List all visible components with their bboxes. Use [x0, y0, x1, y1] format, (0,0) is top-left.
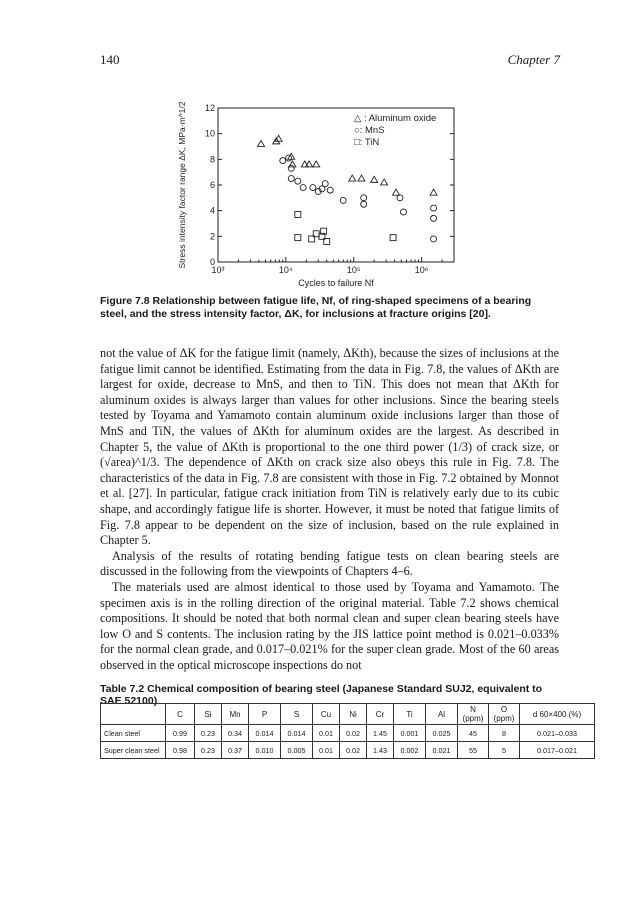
data-point-mns	[431, 205, 437, 211]
table-caption: Table 7.2 Chemical composition of bearing steel (Japanese Standard SUJ2, equivalent to SAE 52100)	[100, 683, 543, 707]
data-point-aluminum-oxide	[313, 161, 320, 167]
paragraph-2: Analysis of the results of rotating bending fatigue tests on clean bearing steels are discussed in the following from the viewpoints of Chapters 4–6.	[100, 548, 559, 579]
legend-entry: ○: MnS	[354, 125, 385, 136]
table-cell: 55	[458, 742, 489, 759]
table-cell: 45	[458, 725, 489, 742]
table-cell: 8	[489, 725, 520, 742]
table-cell: 0.34	[222, 725, 249, 742]
table-cell: 0.98	[166, 742, 195, 759]
x-tick-label: 10⁴	[278, 265, 293, 275]
composition-table	[100, 703, 595, 759]
legend-entry: □: TiN	[354, 137, 380, 148]
table-cell: 0.014	[249, 725, 281, 742]
table-cell: 0.002	[394, 742, 426, 759]
scatter-chart	[172, 102, 472, 292]
table-cell: 0.02	[340, 725, 367, 742]
figure-caption-label: Figure 7.8	[100, 295, 150, 307]
header-cell: Ni	[340, 704, 367, 725]
table-cell: 0.010	[249, 742, 281, 759]
running-header-chapter: Chapter 7	[507, 52, 560, 67]
table-cell: 0.025	[426, 725, 458, 742]
table-cell: 0.02	[340, 742, 367, 759]
table-row	[101, 742, 595, 759]
header-cell: Mn	[222, 704, 249, 725]
y-tick-label: 12	[204, 103, 215, 113]
header-cell	[101, 704, 166, 725]
y-tick-label: 0	[209, 257, 215, 267]
table-cell: 0.01	[313, 725, 340, 742]
table-cell: 0.005	[281, 742, 313, 759]
data-point-mns	[310, 185, 316, 191]
data-point-aluminum-oxide	[381, 179, 388, 185]
header-cell: Al	[426, 704, 458, 725]
paragraph-1: not the value of ΔK for the fatigue limit (namely, ΔKth), because the sizes of inclusions at the fatigue limit cannot be identified. Estimating from the data in Fig. 7.8, the values of ΔKth are largest for oxide, decrease to MnS, and then to TiN. This does not mean that ΔKth for aluminum oxides is always larger than values for other inclusions. Since the bearing steels tested by Toyama and Yamamoto contain aluminum oxide inclusions larger than those of MnS and TiN, the values of ΔKth for aluminum oxides are the largest. As described in Chapter 5, the value of ΔKth is proportional to the one third power (1/3) of crack size, or (√area)^1/3. The dependence of ΔKth on crack size also obeys this rule in Fig. 7.8. The characteristics of the data in Fig. 7.8 are consistent with those in Fig. 7.2 obtained by Monnot et al. [27]. In particular, fatigue crack initiation from TiN is relatively early due to its cubic shape, and accordingly fatigue life is shorter. However, it must be noted that fatigue limits of Fig. 7.8 appear to be dependent on the size of inclusion, based on the rule explained in Chapter 5.	[100, 346, 559, 548]
table-cell: 0.37	[222, 742, 249, 759]
data-point-mns	[361, 201, 367, 207]
figure-7-8	[172, 102, 472, 292]
header-cell: Cr	[367, 704, 394, 725]
table-cell: 5	[489, 742, 520, 759]
data-point-aluminum-oxide	[430, 189, 437, 195]
page-number: 140	[100, 52, 120, 67]
body-text	[100, 346, 559, 673]
data-point-mns	[361, 195, 367, 201]
figure-caption	[100, 295, 560, 321]
table-header-row	[101, 704, 595, 725]
table-cell: Super clean steel	[101, 742, 166, 759]
header-cell: C	[166, 704, 195, 725]
header-cell: Si	[195, 704, 222, 725]
data-point-tin	[295, 212, 301, 218]
table-cell: Clean steel	[101, 725, 166, 742]
data-point-mns	[400, 209, 406, 215]
y-tick-label: 4	[209, 205, 215, 216]
header-cell: N (ppm)	[458, 704, 489, 725]
plot-frame	[218, 108, 454, 262]
table-cell: 0.014	[281, 725, 313, 742]
y-tick-label: 2	[209, 231, 215, 242]
data-point-mns	[280, 158, 286, 164]
table-cell: 0.23	[195, 725, 222, 742]
data-point-mns	[431, 236, 437, 242]
x-tick-label: 10³	[211, 265, 225, 275]
data-point-mns	[300, 185, 306, 191]
x-axis-label: Cycles to failure Nf	[298, 278, 374, 288]
header-cell: P	[249, 704, 281, 725]
y-tick-label: 8	[209, 154, 215, 165]
data-point-aluminum-oxide	[257, 140, 264, 146]
data-point-mns	[288, 165, 294, 171]
data-point-mns	[431, 215, 437, 221]
data-point-mns	[340, 197, 346, 203]
header-cell: O (ppm)	[489, 704, 520, 725]
header-cell: Cu	[313, 704, 340, 725]
table-cell: 0.001	[394, 725, 426, 742]
header-cell: S	[281, 704, 313, 725]
table-cell: 0.23	[195, 742, 222, 759]
y-axis-label: Stress intensity factor range ΔK, MPa·m^1/2	[177, 102, 187, 269]
data-point-tin	[295, 235, 301, 241]
figure-caption-text: Relationship between fatigue life, Nf, of ring-shaped specimens of a bearing steel, and the stress intensity factor, ΔK, for inclusions at fracture origins [20].	[100, 295, 532, 320]
y-tick-label: 10	[204, 128, 215, 139]
data-point-tin	[390, 235, 396, 241]
data-point-mns	[322, 181, 328, 187]
paragraph-3: The materials used are almost identical to those used by Toyama and Yamamoto. The specimen axis is in the rolling direction of the original material. Table 7.2 shows chemical compositions. It should be noted that both normal clean and super clean bearing steels have low O and S contents. The inclusion rating by the JIS lattice point method is 0.021–0.033% for the normal clean grade, and 0.017–0.021% for the super clean grade. Most of the 60 areas observed in the optical microscope inspections do not	[100, 579, 559, 672]
table-cell: 0.021	[426, 742, 458, 759]
x-tick-label: 10⁵	[346, 265, 361, 275]
data-point-aluminum-oxide	[371, 176, 378, 182]
header-cell: Ti	[394, 704, 426, 725]
table-cell: 0.017–0.021	[520, 742, 595, 759]
data-point-mns	[397, 195, 403, 201]
table-cell: 0.01	[313, 742, 340, 759]
data-point-mns	[327, 187, 333, 193]
y-tick-label: 6	[209, 180, 215, 190]
table-cell: 1.43	[367, 742, 394, 759]
table-cell: 1.45	[367, 725, 394, 742]
data-point-aluminum-oxide	[358, 175, 365, 181]
data-point-mns	[288, 176, 294, 182]
data-point-aluminum-oxide	[349, 175, 356, 181]
legend-entry: △ : Aluminum oxide	[354, 113, 437, 124]
table-cell: 0.021–0.033	[520, 725, 595, 742]
header-cell: d 60×400 (%)	[520, 704, 595, 725]
data-point-mns	[295, 178, 301, 184]
data-point-aluminum-oxide	[393, 189, 400, 195]
table-cell: 0.99	[166, 725, 195, 742]
x-tick-label: 10⁶	[414, 265, 429, 275]
table-row	[101, 725, 595, 742]
